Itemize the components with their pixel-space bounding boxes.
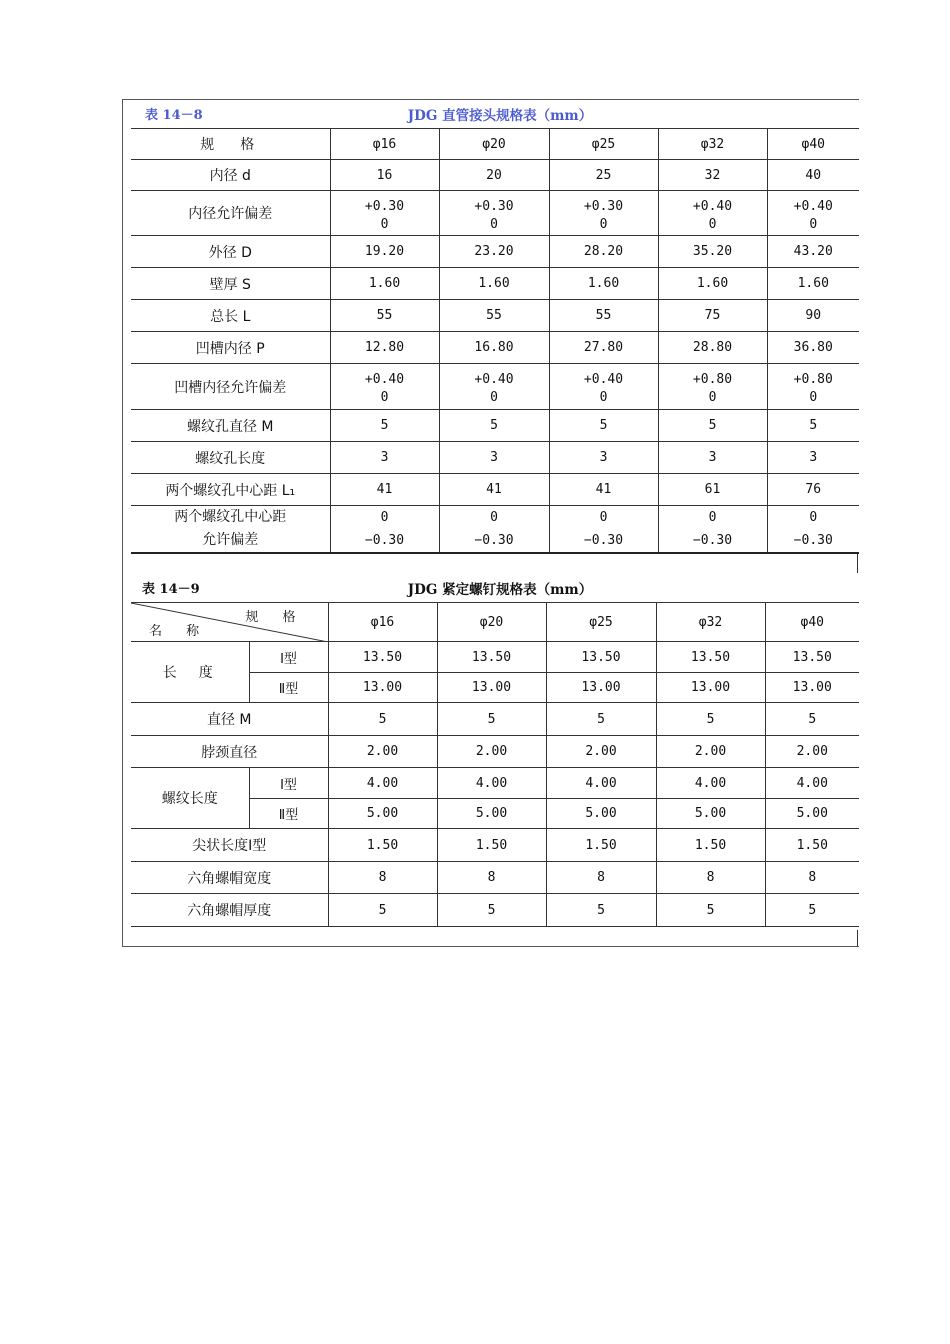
table-cell: 75 [658, 300, 767, 332]
tolerance-lower: 0 [708, 390, 717, 405]
tolerance-lower: 0 [380, 216, 389, 232]
table-cell: 5 [437, 894, 546, 927]
tolerance-upper: +0.40 [793, 198, 833, 214]
table-row [131, 736, 859, 768]
table-cell: 25 [549, 160, 658, 191]
tolerance-cell [439, 506, 549, 554]
table-cell: 2.00 [546, 736, 656, 768]
row-label: 内径允许偏差 [131, 191, 330, 236]
table-cell: 5 [549, 410, 658, 442]
table-cell: 1.50 [328, 829, 437, 862]
table-cell: 36.80 [767, 332, 859, 364]
table-cell: 13.00 [328, 673, 437, 703]
tolerance-upper: +0.40 [474, 372, 514, 387]
size-header: φ16 [328, 603, 437, 642]
tolerance-cell [330, 191, 439, 236]
table-cell: 1.60 [439, 268, 549, 300]
table-cell: 40 [767, 160, 859, 191]
size-header: φ40 [765, 603, 859, 642]
table-cell: 5.00 [437, 799, 546, 829]
tolerance-upper: +0.80 [793, 372, 833, 387]
tolerance-cell [439, 191, 549, 236]
size-header: φ25 [546, 603, 656, 642]
tolerance-lower: 0 [708, 216, 717, 232]
row-label: 凹槽内径 P [131, 332, 330, 364]
row-label: 壁厚 S [131, 268, 330, 300]
row-label: 两个螺纹孔中心距 L₁ [131, 474, 330, 506]
table-cell: 5.00 [546, 799, 656, 829]
table-row [131, 268, 859, 300]
row-label: 螺纹孔长度 [131, 442, 330, 474]
table-cell: 3 [767, 442, 859, 474]
diagonal-header-bottom: 名 称 [149, 624, 210, 639]
table-row [131, 236, 859, 268]
tolerance-upper: +0.30 [474, 198, 514, 214]
size-header: φ16 [330, 129, 439, 160]
table-cell: 1.60 [330, 268, 439, 300]
table-header-row [131, 603, 859, 642]
tolerance-cell [767, 506, 859, 554]
table-cell: 16 [330, 160, 439, 191]
table-cell: 4.00 [765, 768, 859, 799]
table-cell: 55 [330, 300, 439, 332]
table2-title: JDG 紧定螺钉规格表（mm） [407, 582, 593, 598]
table1-number: 表 14－8 [145, 108, 203, 123]
table-cell: 3 [549, 442, 658, 474]
table-row [131, 300, 859, 332]
row-label: 六角螺帽宽度 [131, 862, 328, 894]
table-cell: 1.50 [765, 829, 859, 862]
table-cell: 5 [330, 410, 439, 442]
table-cell: 5 [658, 410, 767, 442]
tolerance-lower: −0.30 [692, 533, 733, 548]
frame-tick [857, 553, 858, 573]
jdg-set-screw-spec-table [131, 602, 859, 927]
table-row [131, 474, 859, 506]
tolerance-cell [330, 364, 439, 410]
table-cell: 8 [546, 862, 656, 894]
table-cell: 20 [439, 160, 549, 191]
table-row [131, 703, 859, 736]
tolerance-upper: +0.30 [583, 198, 624, 214]
table-cell: 2.00 [656, 736, 765, 768]
size-header: φ25 [549, 129, 658, 160]
table-cell: 1.60 [767, 268, 859, 300]
table-cell: 41 [330, 474, 439, 506]
table-cell: 2.00 [437, 736, 546, 768]
tolerance-lower: 0 [599, 216, 608, 232]
jdg-coupling-spec-table [131, 128, 859, 554]
table-row [131, 160, 859, 191]
table-cell: 23.20 [439, 236, 549, 268]
table-cell: 28.20 [549, 236, 658, 268]
table1-title: JDG 直管接头规格表（mm） [407, 108, 593, 124]
table-cell: 1.50 [656, 829, 765, 862]
size-header: φ20 [437, 603, 546, 642]
table-cell: 1.50 [437, 829, 546, 862]
table-cell: 5 [656, 894, 765, 927]
table-cell: 13.50 [765, 642, 859, 673]
table-cell: 55 [439, 300, 549, 332]
table-cell: 5 [439, 410, 549, 442]
table-cell: 43.20 [767, 236, 859, 268]
table-cell: 5 [765, 894, 859, 927]
tolerance-lower: −0.30 [793, 533, 833, 548]
tolerance-upper: +0.80 [692, 372, 733, 387]
type-label: Ⅰ型 [249, 768, 328, 799]
table-cell: 13.50 [546, 642, 656, 673]
type-label: Ⅱ型 [249, 673, 328, 703]
table-cell: 13.00 [546, 673, 656, 703]
row-label: 直径 M [131, 703, 328, 736]
table-cell: 1.60 [549, 268, 658, 300]
row-label: 内径 d [131, 160, 330, 191]
table-cell: 5 [546, 894, 656, 927]
table-cell: 5 [437, 703, 546, 736]
table-cell: 12.80 [330, 332, 439, 364]
table-cell: 4.00 [656, 768, 765, 799]
tolerance-cell [658, 364, 767, 410]
tolerance-cell [658, 191, 767, 236]
table-cell: 1.50 [546, 829, 656, 862]
tolerance-lower: 0 [490, 216, 498, 232]
table-row [131, 364, 859, 410]
table-row [131, 191, 859, 236]
tolerance-cell [767, 364, 859, 410]
table-cell: 5 [767, 410, 859, 442]
table-cell: 27.80 [549, 332, 658, 364]
row-label: 长 度 [131, 642, 249, 703]
table-cell: 5.00 [656, 799, 765, 829]
diagonal-header-top: 规 格 [245, 610, 306, 625]
table-cell: 4.00 [546, 768, 656, 799]
table-cell: 5 [656, 703, 765, 736]
type-label: Ⅰ型 [249, 642, 328, 673]
size-header: φ40 [767, 129, 859, 160]
tolerance-cell [549, 506, 658, 554]
tolerance-upper: 0 [380, 510, 389, 525]
table-cell: 13.00 [656, 673, 765, 703]
table-row [131, 332, 859, 364]
tolerance-upper: 0 [599, 510, 608, 525]
row-label: 总长 L [131, 300, 330, 332]
table-row [131, 410, 859, 442]
tolerance-cell [549, 364, 658, 410]
table-cell: 5.00 [765, 799, 859, 829]
tolerance-upper: +0.30 [364, 198, 405, 214]
table-cell: 8 [437, 862, 546, 894]
tolerance-lower: −0.30 [364, 533, 405, 548]
tolerance-upper: +0.40 [583, 372, 624, 387]
table-cell: 2.00 [328, 736, 437, 768]
frame-tick [857, 930, 858, 946]
table-cell: 5.00 [328, 799, 437, 829]
table-cell: 4.00 [328, 768, 437, 799]
tolerance-lower: −0.30 [583, 533, 624, 548]
tolerance-lower: 0 [809, 216, 818, 232]
table-cell: 13.50 [437, 642, 546, 673]
table-cell: 19.20 [330, 236, 439, 268]
table-cell: 4.00 [437, 768, 546, 799]
table-cell: 5 [546, 703, 656, 736]
table-cell: 90 [767, 300, 859, 332]
table-cell: 8 [765, 862, 859, 894]
table-row [131, 862, 859, 894]
table-cell: 13.50 [656, 642, 765, 673]
table-header-row [131, 129, 859, 160]
tolerance-upper: 0 [708, 510, 717, 525]
row-label-line: 允许偏差 [202, 532, 259, 548]
tolerance-cell [330, 506, 439, 554]
table-cell: 2.00 [765, 736, 859, 768]
table2-number: 表 14－9 [142, 582, 200, 597]
table-cell: 13.00 [437, 673, 546, 703]
table-row [131, 829, 859, 862]
row-label: 螺纹长度 [131, 768, 249, 829]
row-label: 外径 D [131, 236, 330, 268]
table-cell: 13.00 [765, 673, 859, 703]
table-cell: 76 [767, 474, 859, 506]
size-header: φ32 [658, 129, 767, 160]
table-cell: 35.20 [658, 236, 767, 268]
table-cell: 5 [328, 894, 437, 927]
tolerance-upper: 0 [809, 510, 818, 525]
tolerance-upper: 0 [490, 510, 498, 525]
table-cell: 3 [330, 442, 439, 474]
row-label: 尖状长度Ⅰ型 [131, 829, 328, 862]
table-cell: 41 [549, 474, 658, 506]
table-row [131, 894, 859, 927]
tolerance-cell [439, 364, 549, 410]
table-cell: 32 [658, 160, 767, 191]
tolerance-upper: +0.40 [692, 198, 733, 214]
table-cell: 8 [328, 862, 437, 894]
table-cell: 3 [658, 442, 767, 474]
tolerance-cell [658, 506, 767, 554]
table-cell: 61 [658, 474, 767, 506]
row-label: 凹槽内径允许偏差 [131, 364, 330, 410]
tolerance-lower: 0 [599, 390, 608, 405]
row-label: 六角螺帽厚度 [131, 894, 328, 927]
table-cell: 5 [765, 703, 859, 736]
table-cell: 5 [328, 703, 437, 736]
header-label: 规 格 [131, 129, 330, 160]
row-label-line: 两个螺纹孔中心距 [174, 509, 287, 525]
table-cell: 13.50 [328, 642, 437, 673]
type-label: Ⅱ型 [249, 799, 328, 829]
size-header: φ32 [656, 603, 765, 642]
tolerance-lower: 0 [490, 390, 498, 405]
tolerance-upper: +0.40 [364, 372, 405, 387]
table-cell: 55 [549, 300, 658, 332]
row-label: 脖颈直径 [131, 736, 328, 768]
tolerance-cell [767, 191, 859, 236]
row-label: 螺纹孔直径 M [131, 410, 330, 442]
row-label [131, 506, 330, 554]
table-cell: 16.80 [439, 332, 549, 364]
tolerance-lower: 0 [380, 390, 389, 405]
table-cell: 1.60 [658, 268, 767, 300]
table-row [131, 506, 859, 554]
tolerance-cell [549, 191, 658, 236]
table-cell: 28.80 [658, 332, 767, 364]
table-cell: 8 [656, 862, 765, 894]
table-row [131, 768, 859, 799]
tolerance-lower: −0.30 [474, 533, 514, 548]
table-cell: 41 [439, 474, 549, 506]
diagonal-header [131, 603, 328, 642]
tolerance-lower: 0 [809, 390, 818, 405]
table-cell: 3 [439, 442, 549, 474]
table-row [131, 642, 859, 673]
table-row [131, 442, 859, 474]
size-header: φ20 [439, 129, 549, 160]
